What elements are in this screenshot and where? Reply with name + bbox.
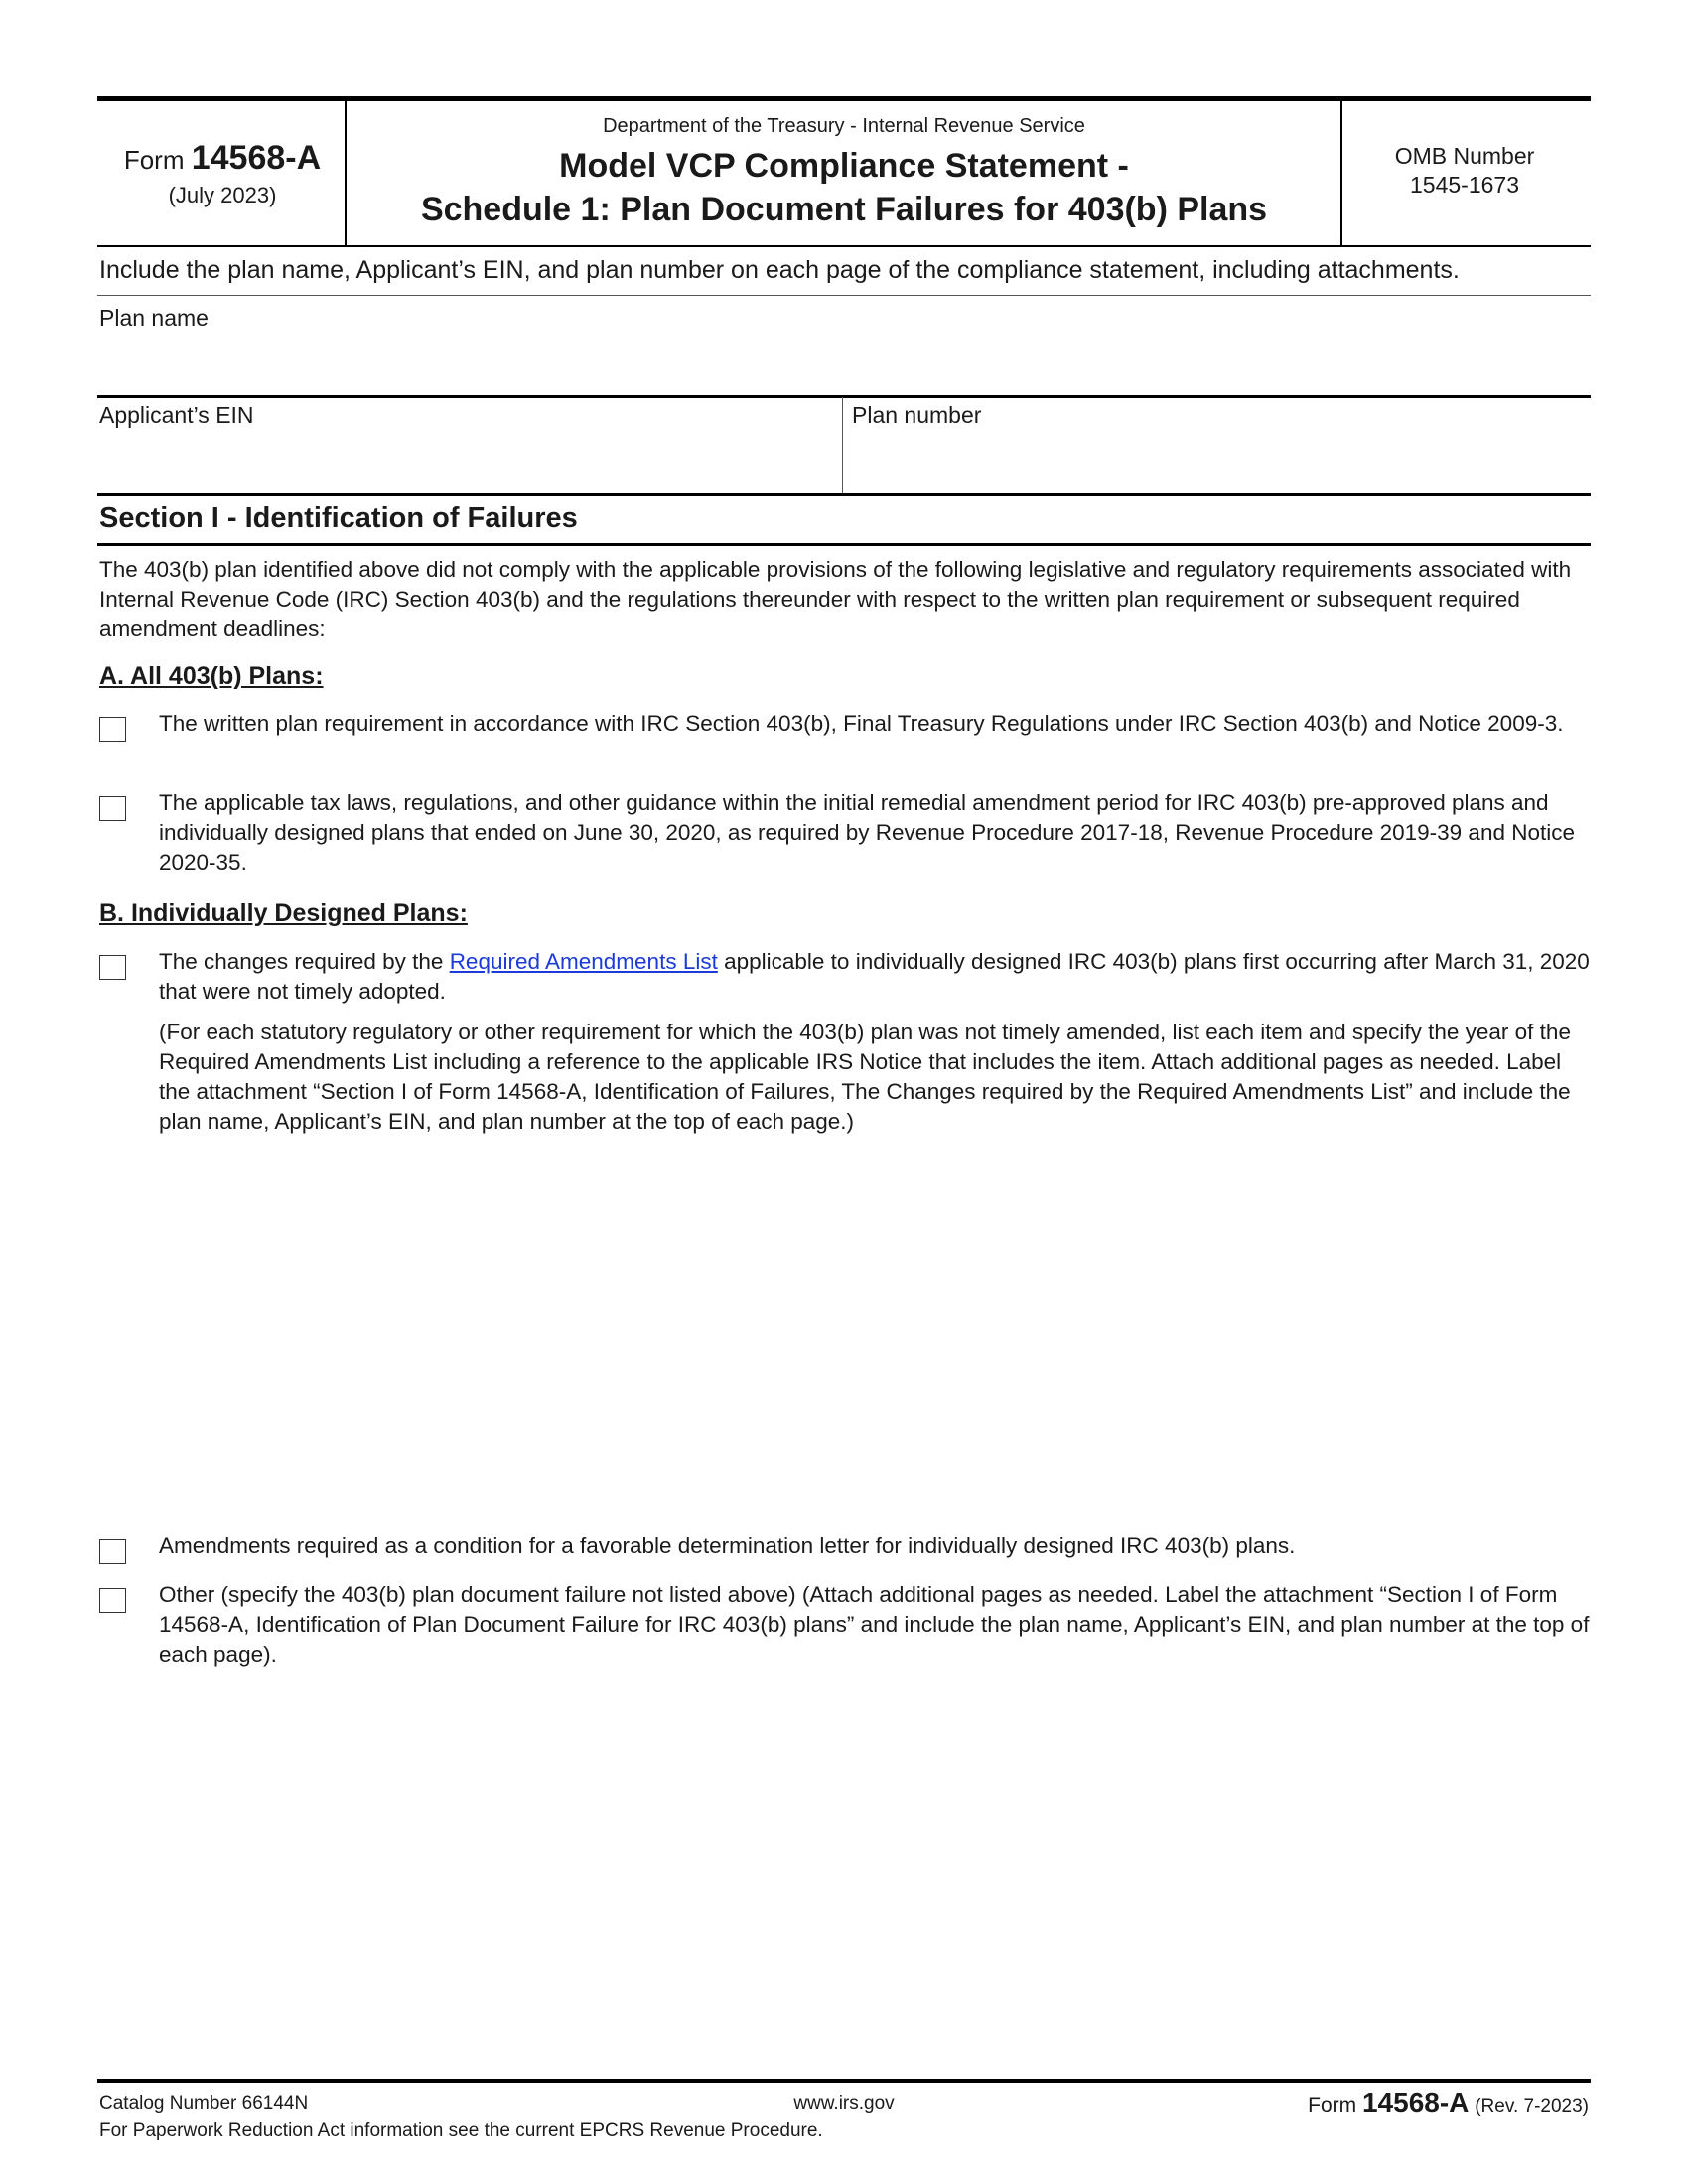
department-name: Department of the Treasury - Internal Revenue Service [603, 115, 1085, 137]
item-b2-text: Amendments required as a condition for a favorable determination letter for individually designed IRC 403(b) plans. [159, 1533, 1296, 1558]
page-instruction: Include the plan name, Applicant’s EIN, and plan number on each page of the compliance statement, including attachments. [99, 256, 1460, 284]
item-b1-note: (For each statutory regulatory or other requirement for which the 403(b) plan was not timely amended, list each item and specify the year of the Required Amendments List including a reference to the applicable IRS Notice that includes the item. Attach additional pages as needed. Label the attachment “Section I of Form 14568-A, Identification of Failures, The Changes required by the Required Amendments List” and include the plan name, Applicant’s EIN, and plan number at the top of each page.) [159, 1020, 1571, 1134]
checkbox-b3[interactable] [99, 1588, 126, 1613]
item-a2-text: The applicable tax laws, regulations, and other guidance within the initial remedial amendment period for IRC 403(b) pre-approved plans and individually designed plans that ended on June 30, 2020, as required by Revenue Procedure 2017-18, Revenue Procedure 2019-39 and Notice 2020-35. [159, 790, 1575, 875]
omb-label: OMB Number [1394, 143, 1535, 169]
form-title-line2: Schedule 1: Plan Document Failures for 403(b) Plans [420, 191, 1268, 228]
plan-name-label: Plan name [99, 305, 209, 331]
required-amendments-list-link[interactable]: Required Amendments List [449, 949, 718, 974]
form-date: (July 2023) [168, 183, 277, 207]
part-b-heading: B. Individually Designed Plans: [99, 899, 468, 927]
form-number: Form 14568-A [123, 139, 322, 177]
failures-detail-area[interactable] [159, 1152, 1593, 1523]
checkbox-b2[interactable] [99, 1539, 126, 1564]
ein-field[interactable] [99, 437, 838, 490]
catalog-number: Catalog Number 66144N [99, 2093, 309, 2114]
form-title-line1: Model VCP Compliance Statement - [559, 147, 1129, 185]
checkbox-b1[interactable] [99, 955, 126, 980]
footer-form-id: Form 14568-A (Rev. 7-2023) [1308, 2087, 1589, 2117]
form-title-box [348, 99, 1340, 246]
section-title: Section I - Identification of Failures [99, 502, 578, 534]
item-b3-text: Other (specify the 403(b) plan document failure not listed above) (Attach additional pages as needed. Label the attachment “Section I of Form 14568-A, Identification of Plan Document Failure for IRC 403(b) plans” and include the plan name, Applicant’s EIN, and plan number at the top of each page). [159, 1582, 1590, 1667]
checkbox-a2[interactable] [99, 796, 126, 821]
item-b1-text: The changes required by the Required Amendments List applicable to individually designed IRC 403(b) plans first occurring after March 31, 2020 that were not timely adopted. [159, 949, 1590, 1004]
form-id-box [99, 99, 346, 246]
part-a-heading: A. All 403(b) Plans: [99, 662, 324, 690]
paperwork-notice: For Paperwork Reduction Act information see the current EPCRS Revenue Procedure. [99, 2120, 823, 2141]
plan-number-label: Plan number [852, 402, 982, 428]
plan-number-field[interactable] [852, 437, 1591, 490]
omb-number: 1545-1673 [1410, 172, 1519, 198]
section-intro: The 403(b) plan identified above did not comply with the applicable provisions of the following legislative and regulatory requirements associated with Internal Revenue Code (IRC) Section 403(b) and the regulations thereunder with respect to the written plan requirement or subsequent required amendment deadlines: [99, 557, 1572, 641]
omb-box [1342, 99, 1587, 246]
irs-website: www.irs.gov [793, 2093, 895, 2114]
plan-name-field[interactable] [99, 338, 1593, 394]
item-a1-text: The written plan requirement in accordance with IRC Section 403(b), Final Treasury Regulations under IRC Section 403(b) and Notice 2009-3. [159, 711, 1564, 736]
checkbox-a1[interactable] [99, 717, 126, 742]
ein-label: Applicant’s EIN [99, 402, 254, 428]
